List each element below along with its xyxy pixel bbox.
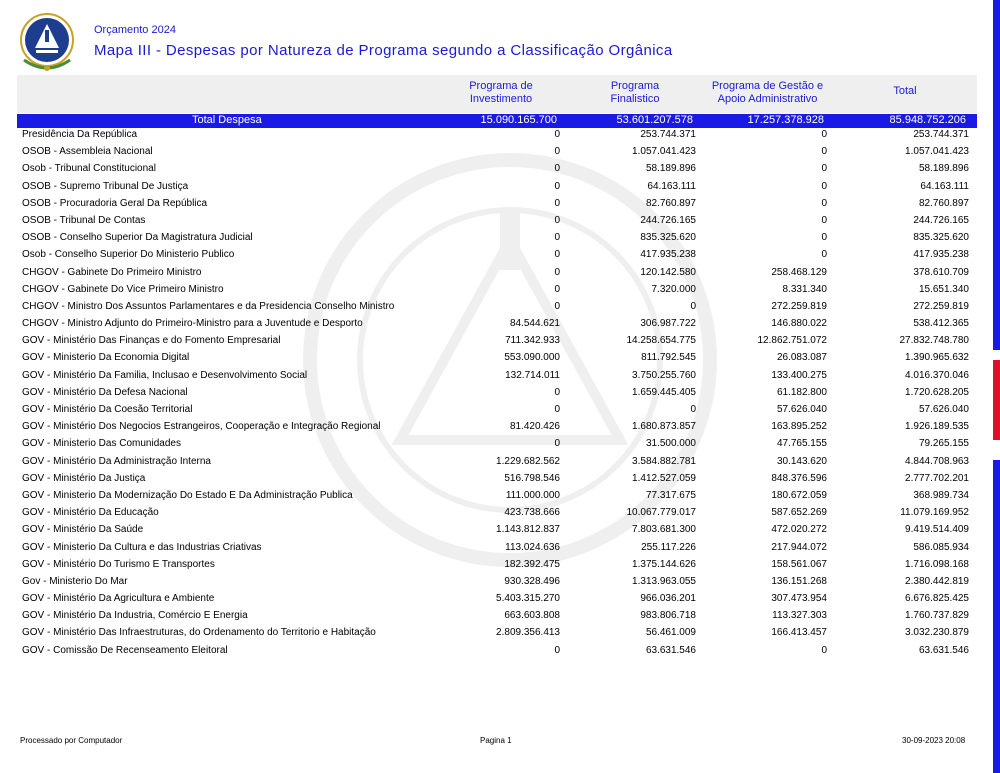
row-name: GOV - Ministério Da Educação — [22, 507, 159, 519]
row-name: CHGOV - Gabinete Do Vice Primeiro Ministro — [22, 283, 224, 295]
cell-gestao: 166.413.457 — [771, 627, 827, 639]
table-row — [0, 145, 1000, 162]
cell-finalistico: 417.935.238 — [640, 249, 696, 261]
cell-finalistico: 14.258.654.775 — [626, 335, 696, 347]
cell-gestao: 0 — [821, 129, 827, 140]
cell-investimento: 0 — [554, 163, 560, 175]
cell-investimento: 0 — [554, 300, 560, 312]
row-name: GOV - Ministério Da Defesa Nacional — [22, 386, 188, 398]
cell-investimento: 0 — [554, 214, 560, 226]
cell-finalistico: 306.987.722 — [640, 318, 696, 330]
row-name: GOV - Ministerio Das Comunidades — [22, 438, 181, 450]
row-name: GOV - Ministério Da Saúde — [22, 524, 144, 536]
cell-total: 244.726.165 — [913, 214, 969, 226]
cell-total: 1.760.737.829 — [905, 610, 969, 622]
cell-total: 6.676.825.425 — [905, 593, 969, 605]
cell-investimento: 81.420.426 — [509, 421, 560, 433]
cell-gestao: 307.473.954 — [771, 593, 827, 605]
row-name: GOV - Ministerio Da Cultura e das Industrias Criativas — [22, 541, 262, 553]
table-row — [0, 403, 1000, 420]
cell-finalistico: 3.750.255.760 — [632, 369, 696, 381]
cell-total: 417.935.238 — [913, 249, 969, 261]
cell-total: 82.760.897 — [918, 197, 969, 209]
row-name: GOV - Ministério Do Turismo E Transportes — [22, 558, 215, 570]
cell-finalistico: 120.142.580 — [640, 266, 696, 278]
cell-total: 9.419.514.409 — [905, 524, 969, 536]
cell-finalistico: 1.412.527.059 — [632, 472, 696, 484]
row-name: GOV - Ministério Da Familia, Inclusao e Desenvolvimento Social — [22, 369, 308, 381]
coat-of-arms-icon — [14, 10, 80, 76]
row-name: GOV - Ministério Da Justiça — [22, 472, 146, 484]
cell-total: 538.412.365 — [913, 318, 969, 330]
cell-gestao: 47.765.155 — [776, 438, 827, 450]
row-name: GOV - Ministério Da Agricultura e Ambiente — [22, 593, 215, 605]
cell-total: 15.651.340 — [918, 283, 969, 295]
cell-finalistico: 1.659.445.405 — [632, 386, 696, 398]
cell-total: 4.016.370.046 — [905, 369, 969, 381]
cell-finalistico: 835.325.620 — [640, 232, 696, 244]
cell-total: 4.844.708.963 — [905, 455, 969, 467]
cell-gestao: 158.561.067 — [771, 558, 827, 570]
cell-investimento: 113.024.636 — [505, 541, 560, 553]
table-row — [0, 592, 1000, 609]
row-name: OSOB - Supremo Tribunal De Justiça — [22, 180, 189, 192]
cell-finalistico: 1.375.144.626 — [632, 558, 696, 570]
table-row — [0, 248, 1000, 265]
cell-investimento: 132.714.011 — [505, 369, 560, 381]
total-total: 85.948.752.206 — [889, 114, 966, 126]
table-row — [0, 541, 1000, 558]
cell-total: 378.610.709 — [913, 266, 969, 278]
table-row — [0, 626, 1000, 643]
cell-investimento: 0 — [554, 146, 560, 158]
cell-gestao: 30.143.620 — [776, 455, 827, 467]
cell-investimento: 0 — [554, 386, 560, 398]
row-name: Osob - Tribunal Constitucional — [22, 163, 156, 175]
cell-finalistico: 966.036.201 — [640, 593, 696, 605]
cell-gestao: 26.083.087 — [776, 352, 827, 364]
cell-investimento: 0 — [554, 283, 560, 295]
cell-total: 64.163.111 — [920, 180, 969, 192]
cell-investimento: 1.143.812.837 — [496, 524, 560, 536]
cell-investimento: 2.809.356.413 — [496, 627, 560, 639]
cell-investimento: 1.229.682.562 — [496, 455, 560, 467]
table-row — [0, 420, 1000, 437]
table-row — [0, 575, 1000, 592]
cell-finalistico: 811.792.545 — [641, 352, 696, 364]
cell-investimento: 0 — [554, 266, 560, 278]
table-row — [0, 369, 1000, 386]
cell-gestao: 163.895.252 — [771, 421, 827, 433]
column-header-investimento: Programa de Investimento — [469, 80, 533, 105]
edge-bar-blue-bottom — [993, 460, 1000, 773]
cell-gestao: 272.259.819 — [771, 300, 827, 312]
total-despesa-row — [17, 114, 977, 128]
cell-finalistico: 1.680.873.857 — [632, 421, 696, 433]
cell-investimento: 0 — [554, 197, 560, 209]
table-row — [0, 506, 1000, 523]
cell-total: 368.989.734 — [913, 489, 969, 501]
table-row — [0, 180, 1000, 197]
cell-finalistico: 58.189.896 — [645, 163, 696, 175]
cell-gestao: 12.862.751.072 — [757, 335, 827, 347]
cell-investimento: 0 — [554, 232, 560, 244]
cell-gestao: 848.376.596 — [771, 472, 827, 484]
cell-total: 1.716.098.168 — [905, 558, 969, 570]
cell-gestao: 0 — [821, 197, 827, 209]
column-header-gestao: Programa de Gestão e Apoio Administrativo — [711, 80, 824, 105]
cell-finalistico: 63.631.546 — [645, 644, 696, 656]
table-row — [0, 558, 1000, 575]
table-row — [0, 609, 1000, 626]
table-row — [0, 489, 1000, 506]
cell-total: 63.631.546 — [918, 644, 969, 656]
table-row — [0, 317, 1000, 334]
table-row — [0, 523, 1000, 540]
cell-total: 27.832.748.780 — [899, 335, 969, 347]
cell-gestao: 113.327.303 — [772, 610, 827, 622]
cell-finalistico: 7.320.000 — [651, 283, 696, 295]
cell-finalistico: 255.117.226 — [641, 541, 696, 553]
cell-total: 586.085.934 — [913, 541, 969, 553]
row-name: CHGOV - Ministro Adjunto do Primeiro-Ministro para a Juventude e Desporto — [22, 318, 363, 330]
cell-gestao: 136.151.268 — [771, 575, 827, 587]
cell-finalistico: 983.806.718 — [640, 610, 696, 622]
cell-gestao: 0 — [821, 249, 827, 261]
cell-investimento: 5.403.315.270 — [496, 593, 560, 605]
page-title: Mapa III - Despesas por Natureza de Programa segundo a Classificação Orgânica — [94, 42, 673, 59]
row-name: OSOB - Tribunal De Contas — [22, 214, 146, 226]
cell-gestao: 8.331.340 — [782, 283, 827, 295]
cell-finalistico: 0 — [690, 404, 696, 415]
cell-gestao: 0 — [821, 644, 827, 656]
cell-total: 2.380.442.819 — [905, 575, 969, 587]
footer-datetime: 30-09-2023 20:08 — [902, 736, 966, 745]
table-row — [0, 162, 1000, 179]
cell-gestao: 258.468.129 — [771, 266, 827, 278]
table-row — [0, 644, 1000, 661]
cell-gestao: 146.880.022 — [771, 318, 827, 330]
table-row — [0, 231, 1000, 248]
total-label: Total Despesa — [192, 114, 262, 126]
cell-finalistico: 253.744.371 — [640, 129, 696, 140]
table-row — [0, 266, 1000, 283]
cell-finalistico: 64.163.111 — [647, 180, 696, 192]
cell-finalistico: 82.760.897 — [645, 197, 696, 209]
row-name: OSOB - Conselho Superior Da Magistratura Judicial — [22, 232, 253, 244]
cell-finalistico: 10.067.779.017 — [626, 507, 696, 519]
cell-total: 57.626.040 — [918, 404, 969, 415]
row-name: GOV - Ministerio Da Economia Digital — [22, 352, 190, 364]
cell-investimento: 930.328.496 — [504, 575, 560, 587]
cell-finalistico: 7.803.681.300 — [632, 524, 696, 536]
cell-finalistico: 244.726.165 — [640, 214, 696, 226]
cell-finalistico: 3.584.882.781 — [632, 455, 696, 467]
cell-gestao: 133.400.275 — [771, 369, 827, 381]
row-name: GOV - Ministério Das Finanças e do Fomento Empresarial — [22, 335, 281, 347]
column-header-finalistico: Programa Finalistico — [610, 80, 660, 105]
cell-gestao: 61.182.800 — [776, 386, 827, 398]
total-finalistico: 53.601.207.578 — [616, 114, 693, 126]
row-name: GOV - Ministério Da Industria, Comércio E Energia — [22, 610, 248, 622]
table-row — [0, 128, 1000, 145]
cell-gestao: 180.672.059 — [771, 489, 827, 501]
cell-total: 253.744.371 — [913, 129, 969, 140]
cell-investimento: 711.342.933 — [505, 335, 560, 347]
row-name: GOV - Ministério Da Coesão Territorial — [22, 404, 193, 415]
row-name: Osob - Conselho Superior Do Ministerio Publico — [22, 249, 235, 261]
cell-total: 1.390.965.632 — [905, 352, 969, 364]
budget-year: Orçamento 2024 — [94, 24, 176, 36]
cell-gestao: 57.626.040 — [776, 404, 827, 415]
cell-total: 3.032.230.879 — [905, 627, 969, 639]
cell-gestao: 472.020.272 — [771, 524, 827, 536]
cell-finalistico: 56.461.009 — [645, 627, 696, 639]
cell-total: 1.926.189.535 — [905, 421, 969, 433]
cell-investimento: 0 — [554, 404, 560, 415]
column-header-total: Total — [893, 85, 917, 97]
cell-investimento: 0 — [554, 438, 560, 450]
cell-investimento: 423.738.666 — [504, 507, 560, 519]
cell-total: 1.057.041.423 — [905, 146, 969, 158]
cell-investimento: 553.090.000 — [504, 352, 560, 364]
row-name: Presidência Da República — [22, 129, 138, 140]
table-row — [0, 472, 1000, 489]
cell-investimento: 0 — [554, 180, 560, 192]
cell-total: 272.259.819 — [913, 300, 969, 312]
row-name: CHGOV - Gabinete Do Primeiro Ministro — [22, 266, 202, 278]
footer-page: Pagina 1 — [480, 736, 512, 745]
table-row — [0, 334, 1000, 351]
cell-gestao: 0 — [821, 163, 827, 175]
row-name: GOV - Ministério Das Infraestruturas, do Ordenamento do Territorio e Habitação — [22, 627, 376, 639]
row-name: OSOB - Assembleia Nacional — [22, 146, 153, 158]
cell-total: 2.777.702.201 — [905, 472, 969, 484]
table-row — [0, 351, 1000, 368]
row-name: GOV - Comissão De Recenseamento Eleitoral — [22, 644, 228, 656]
edge-bar-red — [993, 360, 1000, 440]
row-name: GOV - Ministério Dos Negocios Estrangeiros, Cooperação e Integração Regional — [22, 421, 381, 433]
row-name: Gov - Ministerio Do Mar — [22, 575, 128, 587]
cell-investimento: 516.798.546 — [504, 472, 560, 484]
cell-gestao: 0 — [821, 214, 827, 226]
cell-gestao: 0 — [821, 180, 827, 192]
row-name: OSOB - Procuradoria Geral Da República — [22, 197, 208, 209]
cell-finalistico: 0 — [690, 300, 696, 312]
row-name: GOV - Ministério Da Administração Interna — [22, 455, 211, 467]
cell-finalistico: 1.313.963.055 — [632, 575, 696, 587]
cell-gestao: 587.652.269 — [771, 507, 827, 519]
cell-total: 835.325.620 — [913, 232, 969, 244]
footer-processed: Processado por Computador — [20, 736, 123, 745]
cell-gestao: 217.944.072 — [771, 541, 827, 553]
cell-investimento: 0 — [554, 249, 560, 261]
row-name: GOV - Ministerio Da Modernização Do Estado E Da Administração Publica — [22, 489, 353, 501]
cell-total: 11.079.169.952 — [900, 507, 969, 519]
total-gestao: 17.257.378.928 — [747, 114, 824, 126]
cell-gestao: 0 — [821, 146, 827, 158]
cell-total: 1.720.628.205 — [905, 386, 969, 398]
cell-finalistico: 77.317.675 — [645, 489, 696, 501]
cell-investimento: 663.603.808 — [504, 610, 560, 622]
cell-investimento: 0 — [554, 644, 560, 656]
total-investimento: 15.090.165.700 — [480, 114, 557, 126]
table-row — [0, 386, 1000, 403]
cell-total: 79.265.155 — [918, 438, 969, 450]
row-name: CHGOV - Ministro Dos Assuntos Parlamentares e da Presidencia Conselho Ministro — [22, 300, 395, 312]
table-row — [0, 214, 1000, 231]
cell-investimento: 84.544.621 — [509, 318, 560, 330]
table-row — [0, 437, 1000, 454]
budget-table-body — [0, 128, 1000, 661]
table-row — [0, 283, 1000, 300]
edge-bar-blue-top — [993, 0, 1000, 350]
cell-investimento: 111.000.000 — [505, 489, 560, 501]
cell-investimento: 182.392.475 — [504, 558, 560, 570]
cell-finalistico: 31.500.000 — [645, 438, 696, 450]
table-row — [0, 197, 1000, 214]
cell-investimento: 0 — [554, 129, 560, 140]
cell-gestao: 0 — [821, 232, 827, 244]
cell-finalistico: 1.057.041.423 — [632, 146, 696, 158]
table-row — [0, 455, 1000, 472]
cell-total: 58.189.896 — [918, 163, 969, 175]
table-row — [0, 300, 1000, 317]
